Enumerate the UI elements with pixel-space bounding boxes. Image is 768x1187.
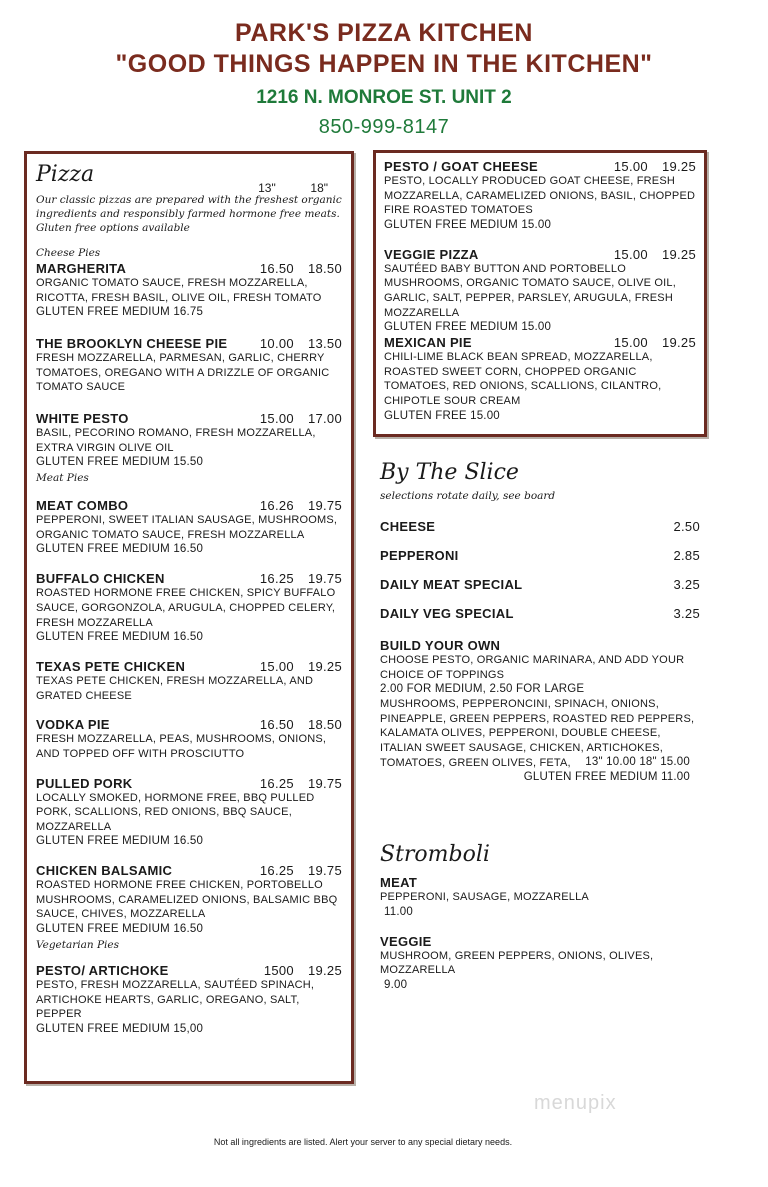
pizza-intro: Our classic pizzas are prepared with the freshest organic ingredients and responsibly farmed hormone free meats. Gluten free options available <box>36 194 342 234</box>
item-name: VODKA PIE <box>36 717 110 733</box>
pizza-menu-box <box>24 151 354 1084</box>
price-small: 16.50 <box>259 261 294 276</box>
build-toppings: MUSHROOMS, PEPPERONCINI, SPINACH, ONIONS, PINEAPPLE, GREEN PEPPERS, ROASTED RED PEPPERS, KALAMATA OLIVES, PEPPERONI, DOUBLE CHEESE, ITALIAN SWEET SAUSAGE, CHICKEN, ARTICHOKES, TOMATOES, GREEN OLIVES, FETA, <box>380 698 695 769</box>
slice-price: 2.85 <box>673 548 700 563</box>
price-large: 19.25 <box>661 159 696 174</box>
restaurant-name: PARK'S PIZZA KITCHEN <box>235 19 533 47</box>
stromboli-section <box>380 842 700 993</box>
stromboli-item <box>380 875 700 920</box>
price-large: 19.75 <box>307 498 342 514</box>
stromboli-item <box>380 934 700 993</box>
stromboli-description: MUSHROOM, GREEN PEPPERS, ONIONS, OLIVES, MOZZARELLA <box>380 949 654 977</box>
slice-note: selections rotate daily, see board <box>380 490 556 502</box>
menu-item <box>36 863 342 937</box>
gluten-free-price: GLUTEN FREE MEDIUM 16.75 <box>36 306 204 319</box>
price-small: 15.00 <box>613 335 648 351</box>
build-gluten-free: GLUTEN FREE MEDIUM 11.00 <box>523 771 690 784</box>
menu-item <box>384 247 696 335</box>
price-large: 17.00 <box>307 410 342 426</box>
item-name: PULLED PORK <box>36 775 133 791</box>
price-small: 16.25 <box>259 775 294 791</box>
item-description: PEPPERONI, SWEET ITALIAN SAUSAGE, MUSHROOMS, ORGANIC TOMATO SAUCE, FRESH MOZZARELLA <box>36 514 338 541</box>
menu-item <box>36 261 342 320</box>
footer-disclaimer: Not all ingredients are listed. Alert your server to any special dietary needs. <box>213 1137 513 1147</box>
item-name: THE BROOKLYN CHEESE PIE <box>36 336 228 352</box>
gluten-free-price: GLUTEN FREE MEDIUM 15,00 <box>36 1022 204 1035</box>
stromboli-title: Stromboli <box>380 842 490 867</box>
cheese-pies-label: Cheese Pies <box>36 247 101 259</box>
price-large: 19.25 <box>661 246 696 262</box>
pizza-section-title: Pizza <box>36 162 95 187</box>
item-name: CHICKEN BALSAMIC <box>36 863 173 879</box>
gluten-free-price: GLUTEN FREE MEDIUM 15.50 <box>36 456 204 469</box>
item-name: WHITE PESTO <box>36 410 129 426</box>
slice-name: DAILY VEG SPECIAL <box>380 606 514 621</box>
menu-item <box>36 717 342 761</box>
meat-pies-label: Meat Pies <box>36 472 89 485</box>
slice-row <box>380 577 700 592</box>
item-description: SAUTÉED BABY BUTTON AND PORTOBELLO MUSHROOMS, ORGANIC TOMATO SAUCE, OLIVE OIL, GARLIC, SALT, PEPPER, PARSLEY, ARUGULA, FRESH MOZZARELLA <box>384 262 677 319</box>
build-description: CHOOSE PESTO, ORGANIC MARINARA, AND ADD YOUR CHOICE OF TOPPINGS <box>380 654 685 681</box>
gluten-free-price: GLUTEN FREE MEDIUM 16.50 <box>36 835 204 848</box>
slice-price: 3.25 <box>673 606 700 621</box>
slice-name: PEPPERONI <box>380 548 459 563</box>
price-small: 15.00 <box>259 410 294 426</box>
slice-row <box>380 606 700 621</box>
menu-item <box>36 411 342 470</box>
build-title: BUILD YOUR OWN <box>380 638 501 653</box>
item-description: FRESH MOZZARELLA, PARMESAN, GARLIC, CHERRY TOMATOES, OREGANO WITH A DRIZZLE OF ORGANIC TOMATO SAUCE <box>36 352 330 394</box>
price-large: 19.25 <box>307 659 342 675</box>
price-large: 19.25 <box>307 963 342 979</box>
gluten-free-price: GLUTEN FREE MEDIUM 15.00 <box>384 218 552 231</box>
item-name: PESTO/ ARTICHOKE <box>36 963 169 979</box>
price-large: 13.50 <box>307 336 342 352</box>
menu-item <box>36 571 342 645</box>
tagline: "GOOD THINGS HAPPEN IN THE KITCHEN" <box>115 50 653 78</box>
item-description: BASIL, PECORINO ROMANO, FRESH MOZZARELLA, EXTRA VIRGIN OLIVE OIL <box>36 426 316 454</box>
address: 1216 N. MONROE ST. UNIT 2 <box>256 87 512 108</box>
item-description: PESTO, LOCALLY PRODUCED GOAT CHEESE, FRESH MOZZARELLA, CARAMELIZED ONIONS, BASIL, CHOPPED FIRE ROASTED TOMATOES <box>384 175 696 217</box>
item-description: ORGANIC TOMATO SAUCE, FRESH MOZZARELLA, RICOTTA, FRESH BASIL, OLIVE OIL, FRESH TOMATO <box>36 277 322 304</box>
slice-name: CHEESE <box>380 519 436 534</box>
menu-item <box>36 776 342 850</box>
slice-price: 3.25 <box>673 577 700 592</box>
menupix-watermark: menupix <box>534 1092 617 1114</box>
size-small-header: 13" <box>258 181 276 195</box>
menu-item <box>36 963 342 1037</box>
item-name: MEXICAN PIE <box>384 335 472 351</box>
slice-name: DAILY MEAT SPECIAL <box>380 577 523 592</box>
price-large: 18.50 <box>307 261 342 276</box>
item-description: ROASTED HORMONE FREE CHICKEN, SPICY BUFFALO SAUCE, GORGONZOLA, ARUGULA, CHOPPED CELERY, FRESH MOZZARELLA <box>36 587 336 629</box>
gluten-free-price: GLUTEN FREE MEDIUM 16.50 <box>36 543 204 556</box>
item-description: FRESH MOZZARELLA, PEAS, MUSHROOMS, ONIONS, AND TOPPED OFF WITH PROSCIUTTO <box>36 733 327 760</box>
price-small: 16.50 <box>259 717 294 733</box>
stromboli-name: VEGGIE <box>380 933 432 949</box>
stromboli-price: 11.00 <box>384 905 413 918</box>
gluten-free-price: GLUTEN FREE MEDIUM 16.50 <box>36 631 204 644</box>
menu-item <box>384 335 696 423</box>
item-description: ROASTED HORMONE FREE CHICKEN, PORTOBELLO MUSHROOMS, CARAMELIZED ONIONS, BALSAMIC BBQ SAUCE, CHIVES, MOZZARELLA <box>36 879 338 921</box>
slice-row <box>380 548 700 563</box>
size-large-header: 18" <box>310 181 328 195</box>
price-large: 18.50 <box>307 717 342 733</box>
price-small: 15.00 <box>613 246 648 262</box>
gluten-free-price: GLUTEN FREE MEDIUM 15.00 <box>384 321 552 334</box>
stromboli-name: MEAT <box>380 875 418 890</box>
by-the-slice-section <box>380 460 700 621</box>
slice-title: By The Slice <box>380 460 519 485</box>
build-prices-line: 2.00 FOR MEDIUM, 2.50 FOR LARGE <box>380 683 585 696</box>
item-description: CHILI-LIME BLACK BEAN SPREAD, MOZZARELLA, ROASTED SWEET CORN, CHOPPED ORGANIC TOMATOES, RED ONIONS, SCALLIONS, CILANTRO, CHIPOTLE SOUR CREAM <box>384 351 662 407</box>
price-large: 19.25 <box>661 335 696 351</box>
menu-header <box>0 18 768 140</box>
item-name: VEGGIE PIZZA <box>384 246 479 262</box>
item-name: PESTO / GOAT CHEESE <box>384 159 539 174</box>
gluten-free-price: GLUTEN FREE MEDIUM 16.50 <box>36 923 204 936</box>
price-large: 19.75 <box>307 863 342 879</box>
menu-item <box>36 498 342 557</box>
item-name: TEXAS PETE CHICKEN <box>36 659 186 675</box>
build-size-prices: 13" 10.00 18" 15.00 <box>585 756 690 769</box>
item-description: TEXAS PETE CHICKEN, FRESH MOZZARELLA, AND GRATED CHEESE <box>36 675 314 702</box>
price-small: 15.00 <box>613 159 648 174</box>
price-small: 10.00 <box>259 336 294 352</box>
price-large: 19.75 <box>307 571 342 587</box>
vegetarian-pies-box <box>373 150 707 437</box>
gluten-free-price: GLUTEN FREE 15.00 <box>384 409 500 422</box>
menu-item <box>36 659 342 703</box>
item-name: MARGHERITA <box>36 261 127 276</box>
price-small: 1500 <box>263 963 294 979</box>
slice-price: 2.50 <box>673 519 700 534</box>
price-large: 19.75 <box>307 775 342 791</box>
build-your-own-section <box>380 638 700 785</box>
slice-row <box>380 519 700 534</box>
item-name: MEAT COMBO <box>36 498 129 514</box>
vegetarian-pies-label: Vegetarian Pies <box>36 939 120 952</box>
phone-number[interactable]: 850-999-8147 <box>318 116 450 138</box>
item-description: LOCALLY SMOKED, HORMONE FREE, BBQ PULLED PORK, SCALLIONS, RED ONIONS, BBQ SAUCE, MOZZARELLA <box>36 791 315 833</box>
price-small: 16.25 <box>259 863 294 879</box>
price-small: 16.25 <box>259 571 294 587</box>
stromboli-price: 9.00 <box>384 978 408 991</box>
menu-item <box>384 159 696 233</box>
price-small: 15.00 <box>259 659 294 675</box>
item-description: PESTO, FRESH MOZZARELLA, SAUTÉED SPINACH, ARTICHOKE HEARTS, GARLIC, OREGANO, SALT, PEPPER <box>36 979 315 1021</box>
menu-item <box>36 336 342 395</box>
price-small: 16.26 <box>259 498 294 514</box>
stromboli-description: PEPPERONI, SAUSAGE, MOZZARELLA <box>380 891 589 903</box>
item-name: BUFFALO CHICKEN <box>36 571 165 587</box>
